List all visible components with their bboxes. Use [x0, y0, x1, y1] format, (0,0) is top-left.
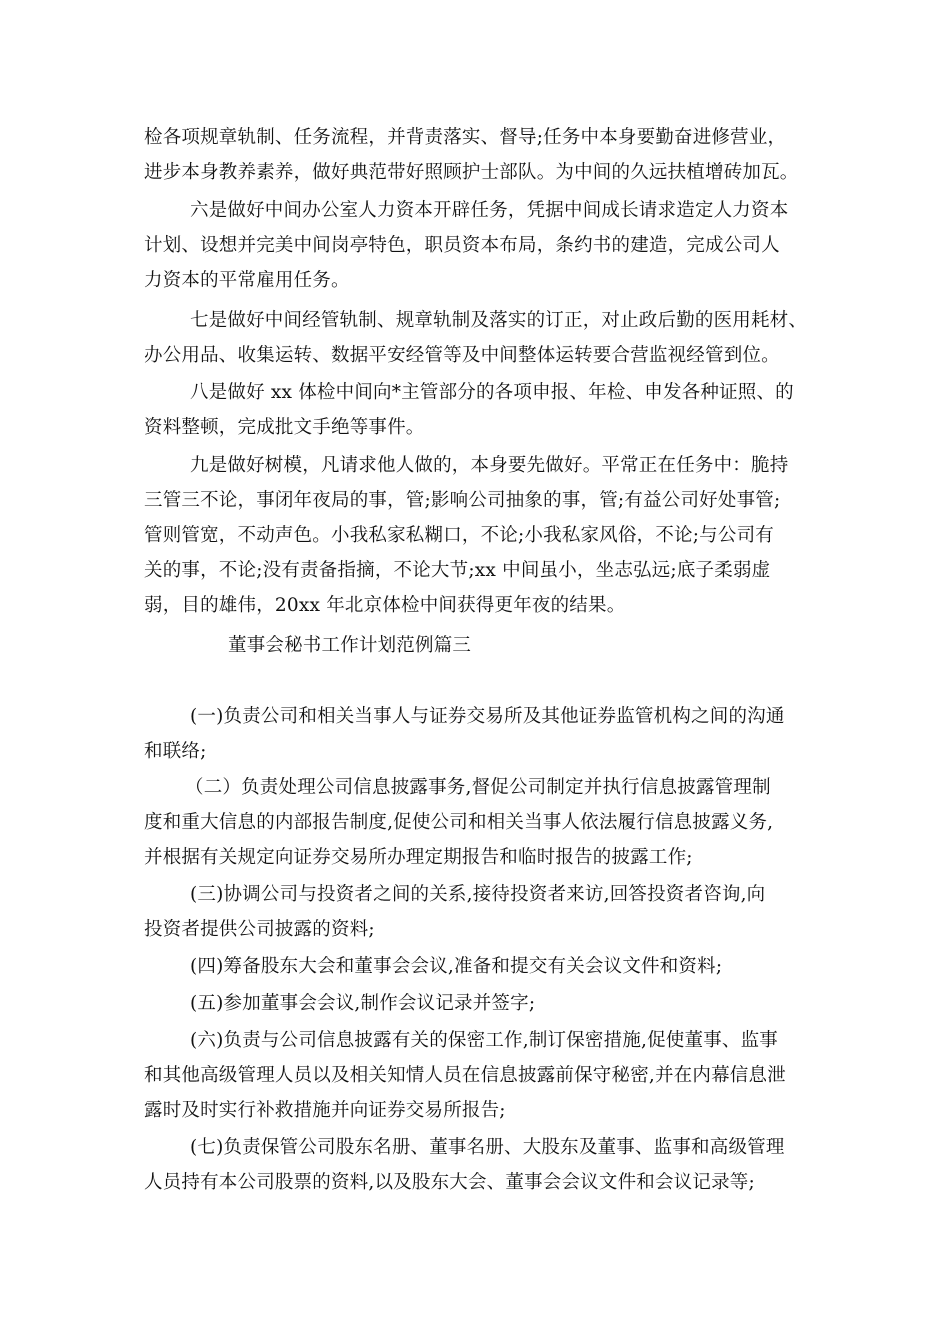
- text-line: 和其他高级管理人员以及相关知情人员在信息披露前保守秘密,并在内幕信息泄: [144, 1065, 786, 1086]
- text-line: 三管三不论，事闭年夜局的事，管;影响公司抽象的事，管;有益公司好处事管;: [144, 490, 781, 511]
- text-line: 力资本的平常雇用任务。: [144, 270, 350, 291]
- text-line: 办公用品、收集运转、数据平安经管等及中间整体运转要合营监视经管到位。: [144, 345, 780, 366]
- text-line: 检各项规章轨制、任务流程，并背责落实、督导;任务中本身要勤奋进修营业，: [144, 127, 787, 148]
- text-line: 管则管宽，不动声色。小我私家私糊口，不论;小我私家风俗，不论;与公司有: [144, 525, 774, 546]
- text-line: 露时及时实行补救措施并向证券交易所报告;: [144, 1100, 506, 1121]
- section-heading: 董事会秘书工作计划范例篇三: [228, 635, 472, 656]
- paragraph-start: (一)负责公司和相关当事人与证券交易所及其他证券监管机构之间的沟通: [190, 706, 785, 727]
- paragraph-start: 六是做好中间办公室人力资本开辟任务，凭据中间成长请求造定人力资本: [190, 200, 789, 221]
- paragraph-start: (三)协调公司与投资者之间的关系,接待投资者来访,回答投资者咨询,向: [190, 884, 766, 905]
- paragraph-start: (七)负责保管公司股东名册、董事名册、大股东及董事、监事和高级管理: [190, 1137, 785, 1158]
- text-line: 进步本身教养素养，做好典范带好照顾护士部队。为中间的久远扶植增砖加瓦。: [144, 162, 799, 183]
- text-line: 资料整顿，完成批文手绝等事件。: [144, 417, 425, 438]
- text-line: 并根据有关规定向证券交易所办理定期报告和临时报告的披露工作;: [144, 847, 693, 868]
- paragraph-start: 九是做好树模，凡请求他人做的，本身要先做好。平常正在任务中：脆持: [190, 455, 789, 476]
- text-line: 弱，目的雄伟，20xx 年北京体检中间获得更年夜的结果。: [144, 595, 626, 616]
- text-line: 度和重大信息的内部报告制度,促使公司和相关当事人依法履行信息披露义务,: [144, 812, 774, 833]
- text-line: 关的事，不论;没有责备指摘，不论大节;xx 中间虽小，坐志弘远;底子柔弱虚: [144, 560, 771, 581]
- paragraph-start: 八是做好 xx 体检中间向*主管部分的各项申报、年检、申发各种证照、的: [190, 382, 794, 403]
- paragraph-start: (五)参加董事会会议,制作会议记录并签字;: [190, 993, 536, 1014]
- paragraph-start: （二）负责处理公司信息披露事务,督促公司制定并执行信息披露管理制: [185, 777, 771, 798]
- text-line: 投资者提供公司披露的资料;: [144, 919, 375, 940]
- paragraph-start: (六)负责与公司信息披露有关的保密工作,制订保密措施,促使董事、监事: [190, 1030, 778, 1051]
- text-line: 人员持有本公司股票的资料,以及股东大会、董事会会议文件和会议记录等;: [144, 1172, 755, 1193]
- paragraph-start: (四)筹备股东大会和董事会会议,准备和提交有关会议文件和资料;: [190, 956, 723, 977]
- paragraph-start: 七是做好中间经管轨制、规章轨制及落实的订正，对止政后勤的医用耗材、: [190, 310, 808, 331]
- text-line: 和联络;: [144, 741, 207, 762]
- text-line: 计划、设想并完美中间岗亭特色，职员资本布局，条约书的建造，完成公司人: [144, 235, 780, 256]
